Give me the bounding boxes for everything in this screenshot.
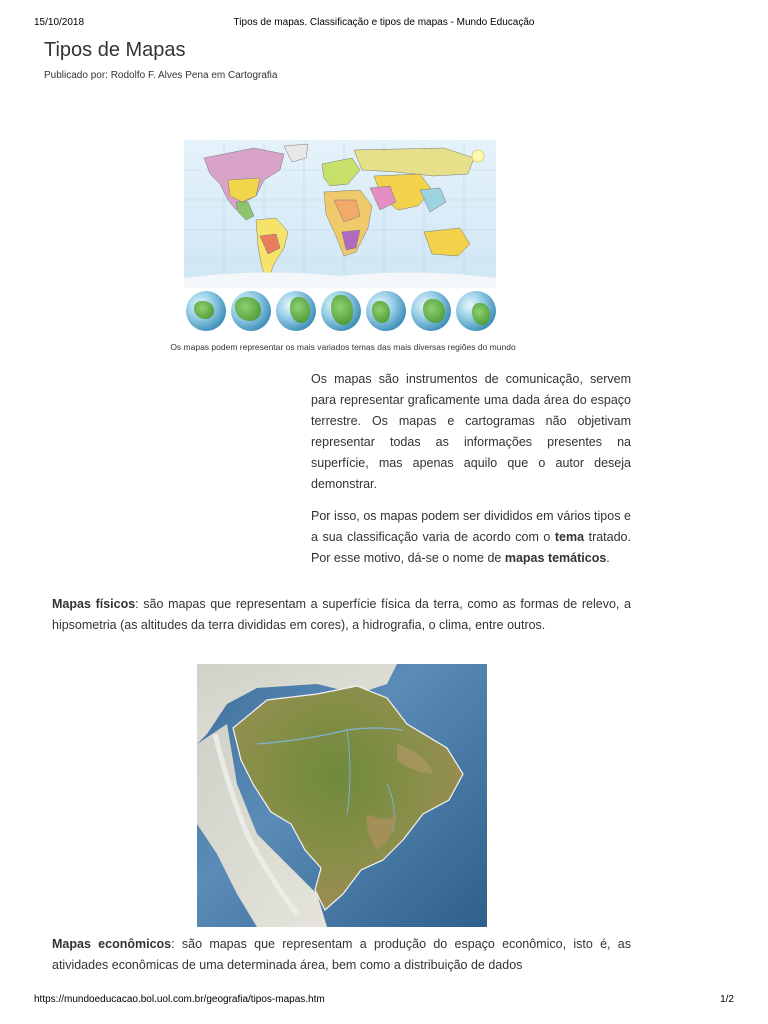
intro-paragraph-1: Os mapas são instrumentos de comunicação, servem para representar graficamente uma dada área do espaço terrestre. Os mapas e cartogramas não objetivam representar todas as informações presentes na superfície, mas apenas aquilo que o autor deseja demonstrar. bbox=[311, 372, 631, 491]
mapas-fisicos-text: : são mapas que representam a superfície física da terra, como as formas de relevo, a hipsometria (as altitudes da terra divididas em cores), a hidrografia, o clima, entre outros. bbox=[52, 597, 631, 632]
print-url: https://mundoeducacao.bol.uol.com.br/geografia/tipos-mapas.htm bbox=[34, 994, 325, 1005]
text-run: Por isso, os mapas podem ser divididos em vários tipos e a sua classificação varia de acordo com o bbox=[311, 509, 631, 544]
term-mapas-tematicos: mapas temáticos bbox=[504, 551, 607, 565]
globe-icon bbox=[411, 291, 451, 331]
section-mapas-economicos bbox=[52, 934, 631, 976]
print-header bbox=[0, 17, 768, 31]
globe-icon bbox=[231, 291, 271, 331]
text-run: tratado. Por esse motivo, dá-se o nome de bbox=[311, 530, 631, 565]
intro-paragraph-2 bbox=[311, 506, 631, 569]
globe-icon bbox=[276, 291, 316, 331]
byline: Publicado por: Rodolfo F. Alves Pena em Cartografia bbox=[44, 70, 278, 81]
page-title: Tipos de Mapas bbox=[44, 39, 186, 61]
globe-icon bbox=[366, 291, 406, 331]
text-run: . bbox=[606, 551, 610, 565]
globes-row bbox=[186, 291, 496, 333]
figure-caption: Os mapas podem representar os mais variados temas das mais diversas regiões do mundo bbox=[170, 342, 516, 352]
page-number: 1/2 bbox=[720, 994, 734, 1005]
print-footer bbox=[0, 994, 768, 1008]
print-document-title: Tipos de mapas. Classificação e tipos de mapas - Mundo Educação bbox=[233, 17, 535, 28]
world-map-image bbox=[184, 140, 496, 288]
term-mapas-economicos: Mapas econômicos bbox=[52, 937, 172, 951]
section-mapas-fisicos bbox=[52, 594, 631, 636]
intro-text bbox=[311, 369, 631, 580]
globe-icon bbox=[456, 291, 496, 331]
print-date: 15/10/2018 bbox=[34, 17, 85, 28]
brazil-relief-map-image bbox=[197, 664, 487, 927]
globe-icon bbox=[186, 291, 226, 331]
globe-icon bbox=[321, 291, 361, 331]
term-tema: tema bbox=[554, 530, 585, 544]
mapas-economicos-text: : são mapas que representam a produção do espaço econômico, isto é, as atividades econômicas de uma determinada área, bem como a distribuição de dados bbox=[52, 937, 631, 972]
term-mapas-fisicos: Mapas físicos bbox=[52, 597, 136, 611]
